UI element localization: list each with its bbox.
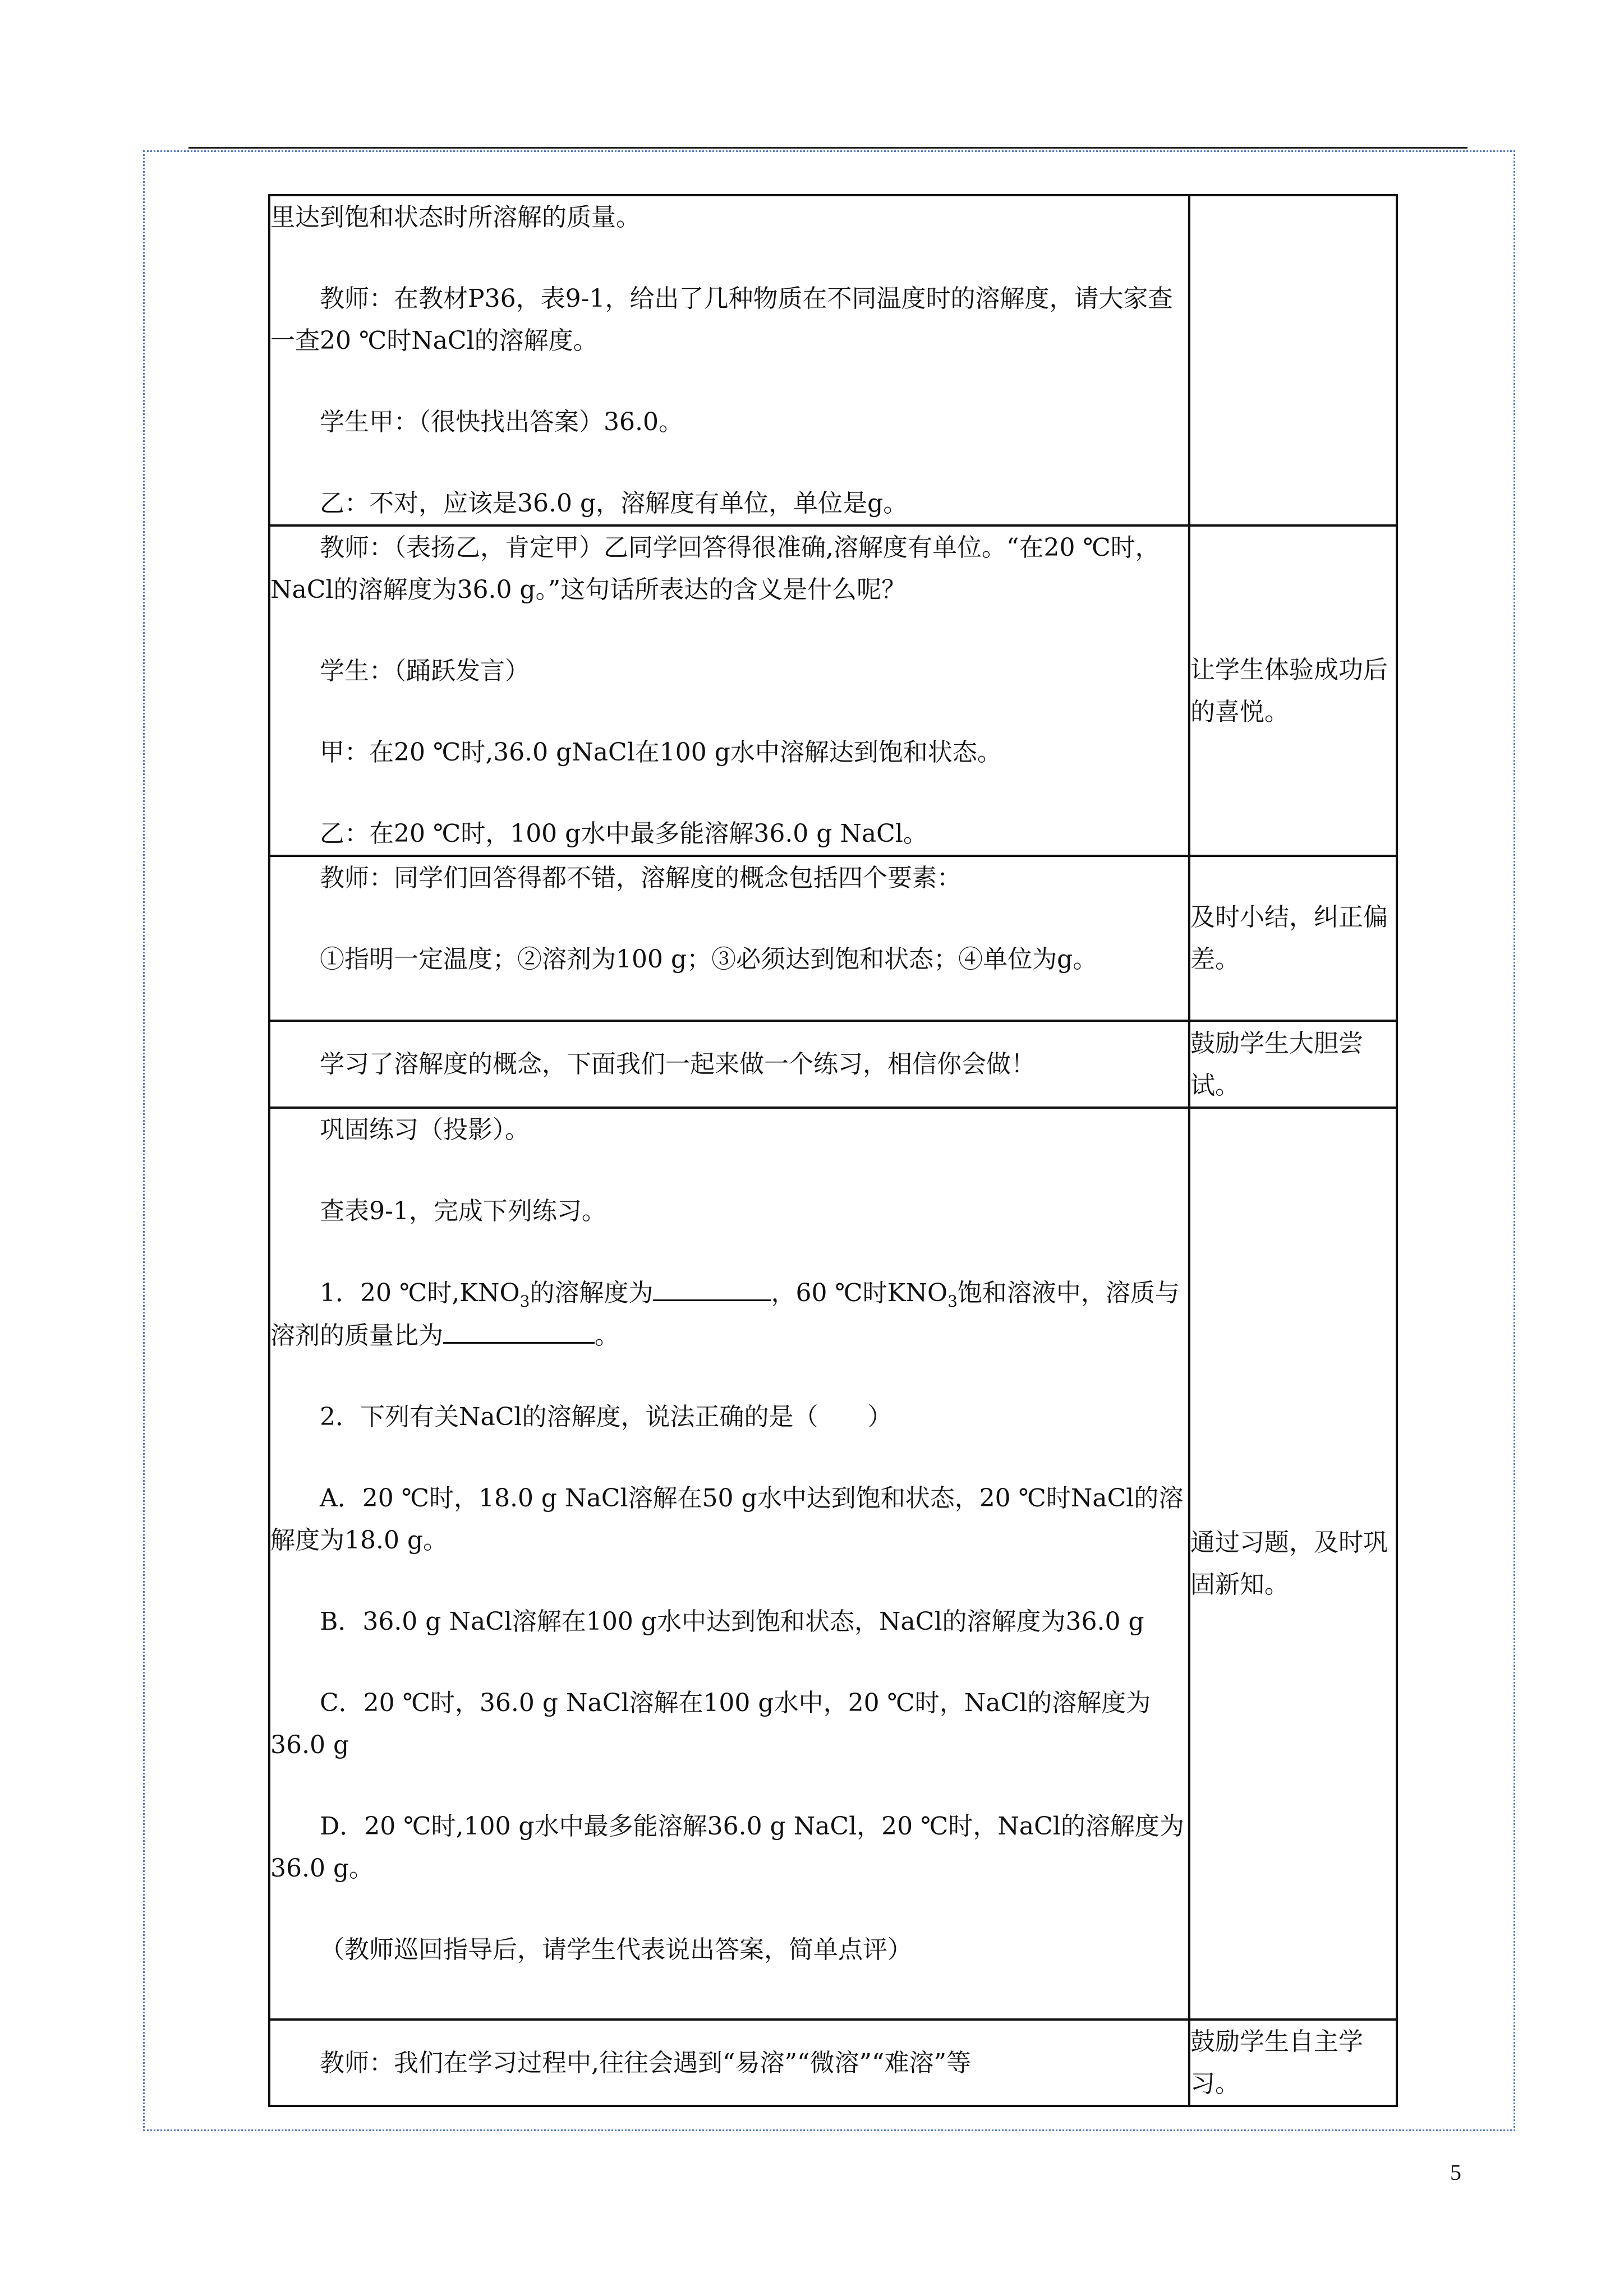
q1-text: 1．20 ℃时,KNO bbox=[320, 1279, 520, 1307]
paragraph: 乙：不对，应该是36.0 g，溶解度有单位，单位是g。 bbox=[320, 489, 908, 518]
paragraph: 教师：同学们回答得都不错，溶解度的概念包括四个要素： bbox=[320, 864, 961, 892]
paragraph: （教师巡回指导后，请学生代表说出答案，简单点评） bbox=[320, 1935, 912, 1964]
q1-text: 的溶解度为 bbox=[530, 1279, 654, 1307]
table-row bbox=[269, 525, 1397, 856]
q1-text: 饱和溶液中，溶质与溶剂的质量比为 bbox=[270, 1279, 1180, 1350]
table-row bbox=[269, 1021, 1397, 1108]
lesson-content-cell bbox=[269, 195, 1189, 525]
table-row bbox=[269, 2020, 1397, 2106]
table-row bbox=[269, 856, 1397, 1021]
lesson-table bbox=[268, 194, 1398, 2107]
lesson-content-cell bbox=[269, 525, 1189, 856]
paragraph: 学生：（踊跃发言） bbox=[320, 657, 530, 685]
exercise-question-1 bbox=[270, 1271, 1188, 1357]
option-c: C．20 ℃时，36.0 g NaCl溶解在100 g水中，20 ℃时，NaCl的溶解度为36.0 g bbox=[270, 1689, 1151, 1759]
header-rule bbox=[188, 147, 1467, 149]
answer-blank[interactable] bbox=[653, 1271, 771, 1301]
design-intent-cell: 鼓励学生大胆尝试。 bbox=[1189, 1021, 1397, 1108]
design-intent-cell: 鼓励学生自主学习。 bbox=[1189, 2020, 1397, 2106]
option-d: D．20 ℃时,100 g水中最多能溶解36.0 g NaCl，20 ℃时，NaCl的溶解度为36.0 g。 bbox=[270, 1812, 1184, 1883]
paragraph: 教师：我们在学习过程中,往往会遇到“易溶”“微溶”“难溶”等 bbox=[320, 2048, 971, 2077]
paragraph: 乙：在20 ℃时，100 g水中最多能溶解36.0 g NaCl。 bbox=[320, 819, 928, 848]
paragraph: 学生甲：（很快找出答案）36.0。 bbox=[320, 408, 683, 436]
subscript: 3 bbox=[519, 1292, 530, 1311]
paragraph: ①指明一定温度；②溶剂为100 g；③必须达到饱和状态；④单位为g。 bbox=[320, 945, 1098, 974]
lesson-content-cell bbox=[269, 1108, 1189, 2020]
design-intent-cell: 通过习题，及时巩固新知。 bbox=[1189, 1108, 1397, 2020]
exercise-question-2: 2．下列有关NaCl的溶解度，说法正确的是（ ） bbox=[320, 1403, 892, 1431]
paragraph: 查表9-1，完成下列练习。 bbox=[320, 1197, 606, 1225]
design-intent-cell: 及时小结，纠正偏差。 bbox=[1189, 856, 1397, 1021]
lesson-content-cell bbox=[269, 2020, 1189, 2106]
lesson-content-cell bbox=[269, 856, 1189, 1021]
answer-blank[interactable] bbox=[443, 1314, 595, 1344]
table-row bbox=[269, 1108, 1397, 2020]
q1-text: 。 bbox=[595, 1321, 619, 1350]
paragraph: 甲：在20 ℃时,36.0 gNaCl在100 g水中溶解达到饱和状态。 bbox=[320, 738, 1002, 767]
subscript: 3 bbox=[947, 1292, 958, 1311]
lesson-content-cell bbox=[269, 1021, 1189, 1108]
option-a: A．20 ℃时，18.0 g NaCl溶解在50 g水中达到饱和状态，20 ℃时NaCl的溶解度为18.0 g。 bbox=[270, 1484, 1184, 1555]
design-intent-cell: 让学生体验成功后的喜悦。 bbox=[1189, 525, 1397, 856]
page-number: 5 bbox=[1450, 2160, 1461, 2185]
design-intent-cell bbox=[1189, 195, 1397, 525]
paragraph: 里达到饱和状态时所溶解的质量。 bbox=[270, 203, 641, 232]
table-row bbox=[269, 195, 1397, 525]
q1-text: ，60 ℃时KNO bbox=[771, 1279, 948, 1307]
option-b: B．36.0 g NaCl溶解在100 g水中达到饱和状态，NaCl的溶解度为36.0 g bbox=[320, 1607, 1144, 1636]
paragraph: 教师：在教材P36，表9-1，给出了几种物质在不同温度时的溶解度，请大家查一查20 ℃时NaCl的溶解度。 bbox=[270, 284, 1173, 355]
paragraph: 学习了溶解度的概念，下面我们一起来做一个练习，相信你会做！ bbox=[320, 1050, 1036, 1078]
paragraph: 巩固练习（投影）。 bbox=[320, 1115, 530, 1144]
paragraph: 教师：（表扬乙，肯定甲）乙同学回答得很准确,溶解度有单位。“在20 ℃时，NaCl的溶解度为36.0 g。”这句话所表达的含义是什么呢？ bbox=[270, 533, 1160, 604]
